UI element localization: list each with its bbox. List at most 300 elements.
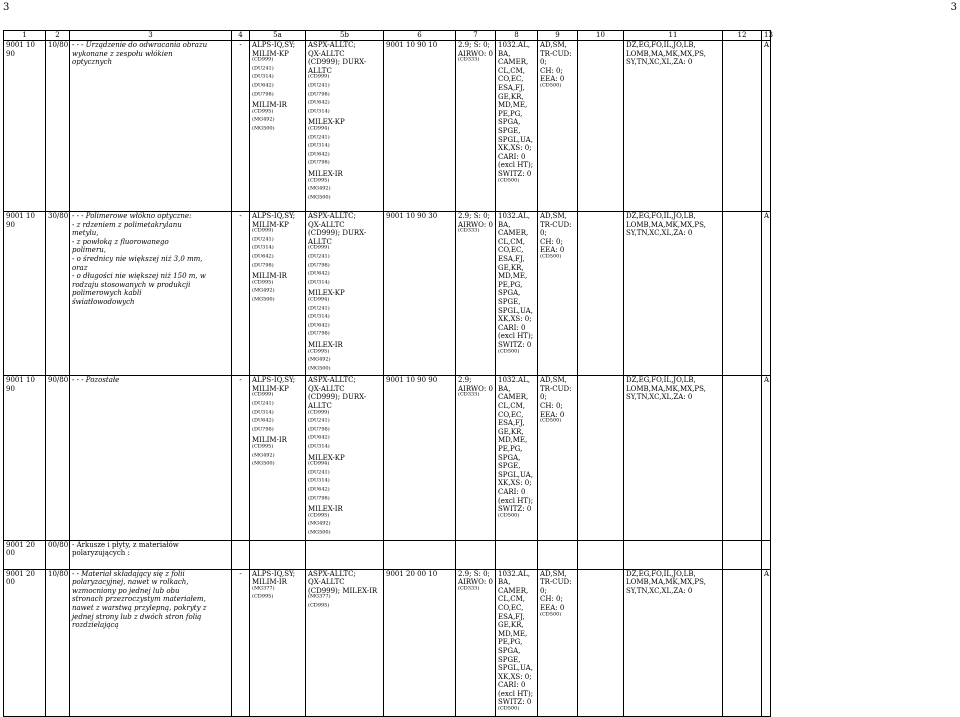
cell-line: (DU642) bbox=[252, 253, 274, 260]
cell-line: QX-ALLTC bbox=[308, 384, 345, 393]
cell-line: (MG492) bbox=[252, 288, 275, 295]
cell-line: CL,CM, bbox=[498, 402, 525, 411]
cell-line: (CD995) bbox=[308, 512, 330, 519]
cell-line: światłowodowych bbox=[72, 297, 135, 306]
description-cell bbox=[70, 376, 232, 540]
cell-line: (CD999) bbox=[252, 227, 274, 234]
cell-line: DZ,EG,FO,IL,JO,LB, bbox=[626, 41, 696, 49]
cell-line: ESA,FJ, bbox=[498, 83, 525, 92]
empty-cell bbox=[578, 41, 624, 212]
cell-line: 1032.AL, bbox=[498, 376, 530, 385]
header-cell: 6 bbox=[384, 31, 456, 41]
empty-cell bbox=[723, 41, 762, 212]
cell-line: (DU798) bbox=[308, 159, 330, 166]
cell-line: (MG500) bbox=[308, 194, 331, 201]
header-cell: 5b bbox=[306, 31, 384, 41]
cell-line: (DU642) bbox=[308, 99, 330, 106]
cell-line: (excl HT); bbox=[498, 689, 534, 698]
cell-line: (DU798) bbox=[252, 91, 274, 98]
cell-line: ESA,FJ, bbox=[498, 419, 525, 428]
cell-line: CO,EC, bbox=[498, 75, 524, 84]
cell-line: (CD500) bbox=[498, 348, 520, 355]
cell-line: MILEX-IR bbox=[308, 340, 343, 349]
cell-line: CO,EC, bbox=[498, 603, 524, 612]
cell-line: CAMER, bbox=[498, 58, 529, 67]
cell-line: SWITZ: 0 bbox=[498, 169, 532, 178]
cell-line: LOMB,MA,MK,MX,PS, bbox=[626, 49, 706, 58]
cell-line: (DU314) bbox=[252, 409, 274, 416]
cell-line: EEA: 0 bbox=[540, 603, 565, 612]
cell-line: (DU642) bbox=[308, 322, 330, 329]
cell-line: SPGL,UA, bbox=[498, 306, 533, 315]
cell-line: (DU798) bbox=[308, 262, 330, 269]
cell-line: (MG500) bbox=[252, 125, 275, 132]
cell-line: (DU314) bbox=[308, 142, 330, 149]
licence-import-cell bbox=[250, 41, 306, 212]
preference-cell bbox=[538, 569, 578, 716]
empty-cell bbox=[723, 212, 762, 376]
cell-line: CAMER, bbox=[498, 586, 529, 595]
preference-cell bbox=[538, 41, 578, 212]
cell-line: (CD999) bbox=[308, 74, 330, 81]
cell-line: polimerowych kabli bbox=[72, 289, 142, 298]
licence-export-cell bbox=[306, 41, 384, 212]
cell-line: rozdzielającą bbox=[72, 621, 119, 630]
cell-line: MD,ME, bbox=[498, 629, 528, 638]
cell-line: 1032.AL, bbox=[498, 569, 530, 578]
cell-line: LOMB,MA,MK,MX,PS, bbox=[626, 578, 706, 587]
table-row bbox=[4, 212, 771, 376]
cell-line: AD,SM, bbox=[540, 376, 567, 385]
cell-line: MILIM-IR bbox=[252, 101, 287, 110]
cell-line: (MG492) bbox=[308, 521, 331, 528]
cell-line: - - Materiał składający się z folii bbox=[72, 569, 185, 578]
measure-cell: - bbox=[232, 212, 250, 376]
national-code-cell: 9001 20 00 10 bbox=[384, 569, 456, 716]
cell-line: - o długości nie większej niż 150 m, w bbox=[72, 272, 206, 281]
cell-line: stronach przezroczystym materiałem, bbox=[72, 595, 206, 604]
national-code-cell: 9001 10 90 30 bbox=[384, 212, 456, 376]
cell-line: BA, bbox=[498, 49, 511, 58]
cell-line: QX-ALLTC bbox=[308, 220, 345, 229]
taric-suffix-cell: 30/80 bbox=[46, 212, 70, 376]
duty-cell bbox=[496, 212, 538, 376]
cell-line: MILEX-IR bbox=[308, 505, 343, 514]
cell-line: (DU314) bbox=[308, 313, 330, 320]
cell-line: CARI: 0 bbox=[498, 681, 526, 690]
cell-line: ASPX-ALLTC; bbox=[308, 41, 356, 49]
description-cell bbox=[70, 569, 232, 716]
cell-line: (CD333) bbox=[458, 227, 480, 234]
cell-line: ASPX-ALLTC; bbox=[308, 569, 356, 578]
category-cell: A bbox=[762, 569, 771, 716]
category-cell: A bbox=[762, 376, 771, 540]
cell-line: (DU798) bbox=[308, 426, 330, 433]
cell-line: (CD995) bbox=[252, 594, 274, 601]
cell-line: 2.9; S: 0; bbox=[458, 212, 490, 220]
cell-line: (CD994) bbox=[308, 296, 330, 303]
cell-line: CL,CM, bbox=[498, 595, 525, 604]
cell-line: (CD999); DURX- bbox=[308, 229, 367, 238]
table-row bbox=[4, 41, 771, 212]
cn-code-cell: 9001 20 00 bbox=[4, 540, 46, 569]
cell-line: EEA: 0 bbox=[540, 246, 565, 255]
duty-cell bbox=[496, 569, 538, 716]
cell-line: LOMB,MA,MK,MX,PS, bbox=[626, 220, 706, 229]
cell-line: (DU241) bbox=[308, 134, 330, 141]
cell-line: (DU798) bbox=[252, 426, 274, 433]
national-code-cell: 9001 10 90 10 bbox=[384, 41, 456, 212]
cell-line: CH: 0; bbox=[540, 237, 563, 246]
cell-line: TR-CUD: 0; bbox=[540, 220, 572, 238]
cell-line: (excl HT); bbox=[498, 496, 534, 505]
cell-line: MILIM-IR bbox=[252, 578, 287, 587]
measure-cell: - bbox=[232, 569, 250, 716]
cell-line: MD,ME, bbox=[498, 436, 528, 445]
cell-line: (CD999) bbox=[308, 245, 330, 252]
cell-line: CL,CM, bbox=[498, 66, 525, 75]
cell-line: (CD995) bbox=[252, 443, 274, 450]
cell-line: (CD500) bbox=[540, 611, 562, 618]
cell-line: (DU314) bbox=[308, 443, 330, 450]
cell-line: 2.9; S: 0; bbox=[458, 569, 490, 578]
cell-line: - - - Urządzenie do odwracania obrazu bbox=[72, 41, 208, 49]
countries-cell bbox=[624, 212, 723, 376]
licence-import-cell bbox=[250, 569, 306, 716]
cn-code-cell: 9001 10 90 bbox=[4, 376, 46, 540]
cell-line: oraz bbox=[72, 263, 88, 272]
taric-suffix-cell: 00/80 bbox=[46, 540, 70, 569]
cell-line: MILEX-KP bbox=[308, 118, 345, 127]
cell-line: SWITZ: 0 bbox=[498, 505, 532, 514]
vat-cell bbox=[456, 212, 496, 376]
header-cell: 9 bbox=[538, 31, 578, 41]
cell-line: SPGA, bbox=[498, 118, 521, 127]
cell-line: AIRWO: 0 bbox=[458, 578, 493, 587]
cell-line: ALLTC bbox=[308, 402, 332, 411]
cell-line: AIRWO: 0 bbox=[458, 49, 493, 58]
licence-import-cell bbox=[250, 540, 306, 569]
cell-line: (DU241) bbox=[252, 400, 274, 407]
cell-line: (CD994) bbox=[308, 460, 330, 467]
cell-line: CARI: 0 bbox=[498, 488, 526, 496]
cell-line: MD,ME, bbox=[498, 101, 528, 110]
cell-line: (DU241) bbox=[308, 305, 330, 312]
cell-line: polaryzacyjnej, nawet w rolkach, bbox=[72, 578, 189, 587]
cell-line: (CD999) bbox=[308, 409, 330, 416]
cell-line: ASPX-ALLTC; bbox=[308, 376, 356, 385]
cell-line: MILIM-KP bbox=[252, 220, 289, 229]
page-number-right: 3 bbox=[950, 2, 957, 13]
cell-line: - z powłoką z fluorowanego bbox=[72, 237, 169, 246]
cell-line: CAMER, bbox=[498, 229, 529, 238]
cell-line: PE,PG, bbox=[498, 445, 523, 454]
cell-line: (MG492) bbox=[252, 452, 275, 459]
empty-cell bbox=[578, 540, 624, 569]
cell-line: CO,EC, bbox=[498, 410, 524, 419]
cell-line: rodzaju stosowanych w produkcji bbox=[72, 280, 191, 289]
cell-line: (excl HT); bbox=[498, 332, 534, 341]
cell-line: MILIM-IR bbox=[252, 272, 287, 281]
cell-line: ALPS-IQ,SY; bbox=[252, 212, 296, 220]
header-cell: 2 bbox=[46, 31, 70, 41]
cell-line: AD,SM, bbox=[540, 41, 567, 49]
cell-line: polimeru, bbox=[72, 246, 107, 255]
cell-line: CH: 0; bbox=[540, 595, 563, 604]
cell-line: (DU314) bbox=[308, 108, 330, 115]
cell-line: (DU798) bbox=[308, 330, 330, 337]
cell-line: jednej strony lub z dwóch stron folią bbox=[72, 612, 202, 621]
cell-line: SPGE, bbox=[498, 462, 521, 471]
cell-line: PE,PG, bbox=[498, 638, 523, 647]
cell-line: SPGL,UA, bbox=[498, 664, 533, 673]
cell-line: BA, bbox=[498, 578, 511, 587]
category-cell: A bbox=[762, 212, 771, 376]
header-cell: 11 bbox=[624, 31, 723, 41]
cell-line: 2.9; S: 0; bbox=[458, 41, 490, 49]
countries-cell bbox=[624, 376, 723, 540]
cell-line: (CD333) bbox=[458, 392, 480, 399]
header-cell: 3 bbox=[70, 31, 232, 41]
countries-cell bbox=[624, 540, 723, 569]
cell-line: MD,ME, bbox=[498, 272, 528, 281]
header-cell: 13 bbox=[762, 31, 771, 41]
empty-cell bbox=[723, 569, 762, 716]
duty-cell bbox=[496, 540, 538, 569]
cell-line: TR-CUD: 0; bbox=[540, 49, 572, 67]
cell-line: (DU642) bbox=[252, 417, 274, 424]
cell-line: SY,TN,XC,XL,ZA: 0 bbox=[626, 229, 693, 238]
cell-line: - z rdzeniem z polimetakrylanu bbox=[72, 220, 182, 229]
cell-line: CARI: 0 bbox=[498, 152, 526, 161]
cell-line: (DU314) bbox=[308, 279, 330, 286]
category-cell bbox=[762, 540, 771, 569]
cell-line: (DU241) bbox=[252, 236, 274, 243]
cell-line: (CD995) bbox=[308, 602, 330, 609]
cell-line: AD,SM, bbox=[540, 212, 567, 220]
cell-line: MILEX-IR bbox=[308, 169, 343, 178]
cell-line: (MG500) bbox=[252, 460, 275, 467]
cell-line: SPGE, bbox=[498, 297, 521, 306]
empty-cell bbox=[578, 212, 624, 376]
cell-line: (CD999); MILEX-IR bbox=[308, 586, 378, 595]
vat-cell bbox=[456, 540, 496, 569]
cell-line: XK,XS: 0; bbox=[498, 479, 532, 488]
measure-cell bbox=[232, 540, 250, 569]
cell-line: MILEX-KP bbox=[308, 453, 345, 462]
cell-line: (MG377) bbox=[252, 585, 275, 592]
cell-line: (CD994) bbox=[308, 125, 330, 132]
cell-line: (DU241) bbox=[252, 65, 274, 72]
cell-line: SWITZ: 0 bbox=[498, 340, 532, 349]
cell-line: TR-CUD: 0; bbox=[540, 384, 572, 402]
cell-line: LOMB,MA,MK,MX,PS, bbox=[626, 384, 706, 393]
licence-export-cell bbox=[306, 212, 384, 376]
cell-line: - - - Polimerowe włókno optyczne: bbox=[72, 212, 192, 220]
cell-line: SY,TN,XC,XL,ZA: 0 bbox=[626, 393, 693, 402]
cell-line: QX-ALLTC bbox=[308, 578, 345, 587]
cell-line: ESA,FJ, bbox=[498, 612, 525, 621]
header-cell: 8 bbox=[496, 31, 538, 41]
cell-line: MILIM-IR bbox=[252, 436, 287, 445]
cell-line: metylu, bbox=[72, 229, 99, 238]
cell-line: PE,PG, bbox=[498, 109, 523, 118]
cell-line: CARI: 0 bbox=[498, 323, 526, 332]
cell-line: XK,XS: 0; bbox=[498, 315, 532, 324]
licence-import-cell bbox=[250, 376, 306, 540]
cell-line: (MG492) bbox=[252, 117, 275, 124]
cell-line: DZ,EG,FO,IL,JO,LB, bbox=[626, 569, 696, 578]
cell-line: AD,SM, bbox=[540, 569, 567, 578]
national-code-cell bbox=[384, 540, 456, 569]
cell-line: - o średnicy nie większej niż 3,0 mm, bbox=[72, 254, 203, 263]
duty-cell bbox=[496, 41, 538, 212]
cell-line: GE,KR, bbox=[498, 621, 524, 630]
cell-line: ALPS-IQ,SY; bbox=[252, 376, 296, 385]
duty-cell bbox=[496, 376, 538, 540]
cell-line: (DU798) bbox=[308, 91, 330, 98]
cell-line: (CD999); DURX- bbox=[308, 393, 367, 402]
cell-line: SPGE, bbox=[498, 655, 521, 664]
cell-line: (DU314) bbox=[308, 478, 330, 485]
national-code-cell: 9001 10 90 90 bbox=[384, 376, 456, 540]
cell-line: (DU642) bbox=[308, 486, 330, 493]
cell-line: SPGA, bbox=[498, 646, 521, 655]
table-row bbox=[4, 376, 771, 540]
category-cell: A bbox=[762, 41, 771, 212]
header-cell: 12 bbox=[723, 31, 762, 41]
header-cell: 4 bbox=[232, 31, 250, 41]
empty-cell bbox=[723, 540, 762, 569]
cell-line: SY,TN,XC,XL,ZA: 0 bbox=[626, 586, 693, 595]
cell-line: XK,XS: 0; bbox=[498, 144, 532, 153]
preference-cell bbox=[538, 212, 578, 376]
cell-line: QX-ALLTC bbox=[308, 49, 345, 58]
cell-line: MILIM-KP bbox=[252, 49, 289, 58]
cell-line: nawet z warstwą przylepną, pokryty z bbox=[72, 603, 207, 612]
cell-line: (CD333) bbox=[458, 585, 480, 592]
cell-line: 1032.AL, bbox=[498, 41, 530, 49]
empty-cell bbox=[578, 569, 624, 716]
tariff-table bbox=[3, 30, 771, 717]
cell-line: MILEX-KP bbox=[308, 289, 345, 298]
cell-line: (CD500) bbox=[498, 705, 520, 712]
cell-line: (MG500) bbox=[252, 296, 275, 303]
vat-cell bbox=[456, 41, 496, 212]
cn-code-cell: 9001 20 00 bbox=[4, 569, 46, 716]
cell-line: SPGA, bbox=[498, 289, 521, 298]
countries-cell bbox=[624, 569, 723, 716]
measure-cell: - bbox=[232, 376, 250, 540]
cell-line: (CD995) bbox=[308, 348, 330, 355]
cell-line: CAMER, bbox=[498, 393, 529, 402]
licence-import-cell bbox=[250, 212, 306, 376]
cell-line: (CD500) bbox=[540, 82, 562, 89]
cell-line: (DU798) bbox=[252, 262, 274, 269]
licence-export-cell bbox=[306, 376, 384, 540]
cell-line: (CD995) bbox=[252, 279, 274, 286]
cell-line: (CD500) bbox=[498, 512, 520, 519]
cell-line: (CD500) bbox=[498, 177, 520, 184]
cell-line: (CD500) bbox=[540, 253, 562, 260]
table-row bbox=[4, 540, 771, 569]
cell-line: (DU642) bbox=[308, 270, 330, 277]
cell-line: (DU314) bbox=[252, 74, 274, 81]
cell-line: (MG500) bbox=[308, 365, 331, 372]
cell-line: CH: 0; bbox=[540, 66, 563, 75]
cell-line: ESA,FJ, bbox=[498, 254, 525, 263]
preference-cell bbox=[538, 376, 578, 540]
table-body bbox=[4, 41, 771, 717]
cell-line: (MG492) bbox=[308, 356, 331, 363]
header-cell: 7 bbox=[456, 31, 496, 41]
cell-line: (CD333) bbox=[458, 56, 480, 63]
cell-line: (MG377) bbox=[308, 594, 331, 601]
empty-cell bbox=[723, 376, 762, 540]
cell-line: (DU241) bbox=[308, 253, 330, 260]
cell-line: DZ,EG,FO,IL,JO,LB, bbox=[626, 376, 696, 385]
cell-line: ALPS-IQ,SY; bbox=[252, 569, 296, 578]
cell-line: SPGA, bbox=[498, 453, 521, 462]
cell-line: PE,PG, bbox=[498, 280, 523, 289]
cell-line: (CD995) bbox=[308, 177, 330, 184]
description-cell bbox=[70, 540, 232, 569]
licence-export-cell bbox=[306, 569, 384, 716]
cell-line: EEA: 0 bbox=[540, 410, 565, 419]
cell-line: DZ,EG,FO,IL,JO,LB, bbox=[626, 212, 696, 220]
cell-line: GE,KR, bbox=[498, 263, 524, 272]
taric-suffix-cell: 10/80 bbox=[46, 569, 70, 716]
cell-line: 2.9; AIRWO: 0 bbox=[458, 376, 493, 393]
cell-line: TR-CUD: 0; bbox=[540, 578, 572, 595]
preference-cell bbox=[538, 540, 578, 569]
cell-line: wzmocniony po jednej lub obu bbox=[72, 586, 180, 595]
cell-line: BA, bbox=[498, 384, 511, 393]
measure-cell: - bbox=[232, 41, 250, 212]
cell-line: (DU642) bbox=[252, 82, 274, 89]
cell-line: polaryzujących : bbox=[72, 549, 130, 558]
cell-line: wykonane z zespołu włókien bbox=[72, 49, 173, 58]
page-number-left: 3 bbox=[3, 2, 10, 13]
countries-cell bbox=[624, 41, 723, 212]
cell-line: GE,KR, bbox=[498, 427, 524, 436]
cell-line: (CD500) bbox=[540, 417, 562, 424]
cell-line: ALLTC bbox=[308, 237, 332, 246]
cell-line: GE,KR, bbox=[498, 92, 524, 101]
vat-cell bbox=[456, 376, 496, 540]
header-cell: 10 bbox=[578, 31, 624, 41]
cell-line: CH: 0; bbox=[540, 402, 563, 411]
cell-line: SY,TN,XC,XL,ZA: 0 bbox=[626, 58, 693, 67]
cell-line: ASPX-ALLTC; bbox=[308, 212, 356, 220]
cell-line: BA, bbox=[498, 220, 511, 229]
cell-line: ALLTC bbox=[308, 66, 332, 75]
cell-line: - - - Pozostałe bbox=[72, 376, 120, 385]
taric-suffix-cell: 90/80 bbox=[46, 376, 70, 540]
cell-line: (DU798) bbox=[308, 495, 330, 502]
cell-line: - Arkusze i płyty, z materiałów bbox=[72, 540, 179, 549]
cell-line: 1032.AL, bbox=[498, 212, 530, 220]
cell-line: XK,XS: 0; bbox=[498, 672, 532, 681]
cell-line: (CD999) bbox=[252, 56, 274, 63]
cell-line: EEA: 0 bbox=[540, 75, 565, 84]
cell-line: CL,CM, bbox=[498, 237, 525, 246]
cell-line: (DU241) bbox=[308, 469, 330, 476]
cell-line: ALPS-IQ,SY; bbox=[252, 41, 296, 49]
empty-cell bbox=[578, 376, 624, 540]
licence-export-cell bbox=[306, 540, 384, 569]
cn-code-cell: 9001 10 90 bbox=[4, 212, 46, 376]
